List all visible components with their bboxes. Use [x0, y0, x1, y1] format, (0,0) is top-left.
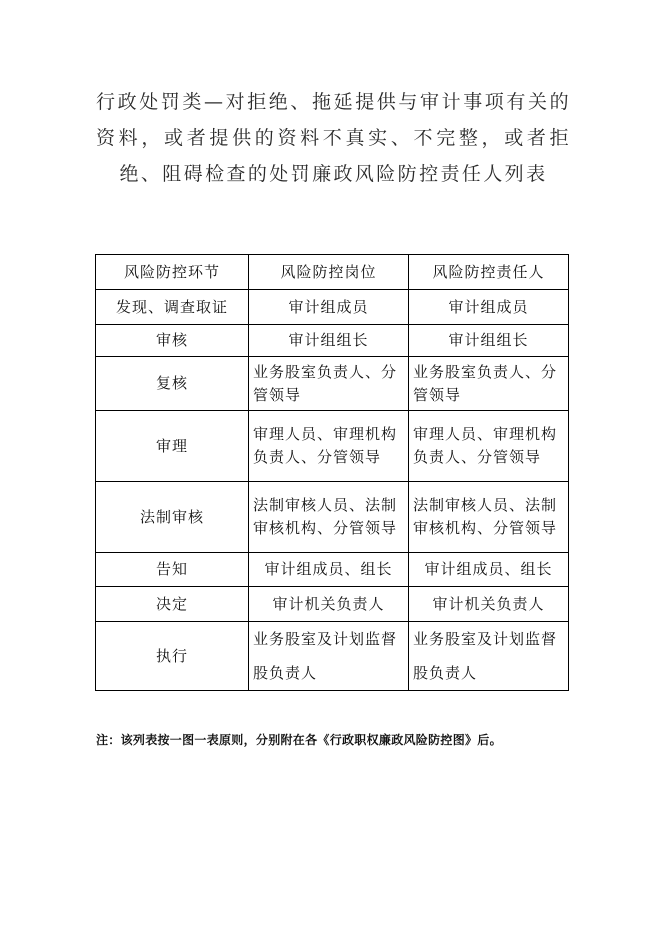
stage-cell: 复核 — [96, 357, 249, 411]
table-row — [96, 482, 569, 553]
table-row — [96, 411, 569, 482]
position-cell: 审计组组长 — [249, 325, 409, 357]
position-cell: 审计组成员 — [249, 290, 409, 325]
responsible-cell: 法制审核人员、法制审核机构、分管领导 — [409, 482, 569, 553]
stage-cell: 法制审核 — [96, 482, 249, 553]
position-cell: 业务股室及计划监督股负责人 — [249, 622, 409, 691]
responsible-cell: 审计机关负责人 — [409, 587, 569, 622]
position-cell: 法制审核人员、法制审核机构、分管领导 — [249, 482, 409, 553]
stage-cell: 审理 — [96, 411, 249, 482]
stage-cell: 发现、调查取证 — [96, 290, 249, 325]
table-row — [96, 622, 569, 691]
responsible-cell: 审计组成员、组长 — [409, 553, 569, 587]
header-stage: 风险防控环节 — [96, 255, 249, 290]
footnote: 注：该列表按一图一表原则，分别附在各《行政职权廉政风险防控图》后。 — [96, 733, 502, 747]
stage-cell: 决定 — [96, 587, 249, 622]
table-row — [96, 290, 569, 325]
stage-cell: 执行 — [96, 622, 249, 691]
table-row — [96, 325, 569, 357]
responsible-cell: 审理人员、审理机构负责人、分管领导 — [409, 411, 569, 482]
responsible-cell: 业务股室负责人、分管领导 — [409, 357, 569, 411]
stage-cell: 告知 — [96, 553, 249, 587]
position-cell: 业务股室负责人、分管领导 — [249, 357, 409, 411]
responsible-cell: 审计组成员 — [409, 290, 569, 325]
document-title: 行政处罚类—对拒绝、拖延提供与审计事项有关的资料，或者提供的资料不真实、不完整，或者拒绝、阻碍检查的处罚廉政风险防控责任人列表 — [96, 91, 571, 185]
table-row — [96, 587, 569, 622]
header-position: 风险防控岗位 — [249, 255, 409, 290]
position-cell: 审计组成员、组长 — [249, 553, 409, 587]
table-row — [96, 553, 569, 587]
responsible-cell: 业务股室及计划监督股负责人 — [409, 622, 569, 691]
responsible-cell: 审计组组长 — [409, 325, 569, 357]
table-header-row — [96, 255, 569, 290]
position-cell: 审计机关负责人 — [249, 587, 409, 622]
stage-cell: 审核 — [96, 325, 249, 357]
position-cell: 审理人员、审理机构负责人、分管领导 — [249, 411, 409, 482]
header-responsible-person: 风险防控责任人 — [409, 255, 569, 290]
table-row — [96, 357, 569, 411]
responsibility-table — [95, 254, 569, 691]
